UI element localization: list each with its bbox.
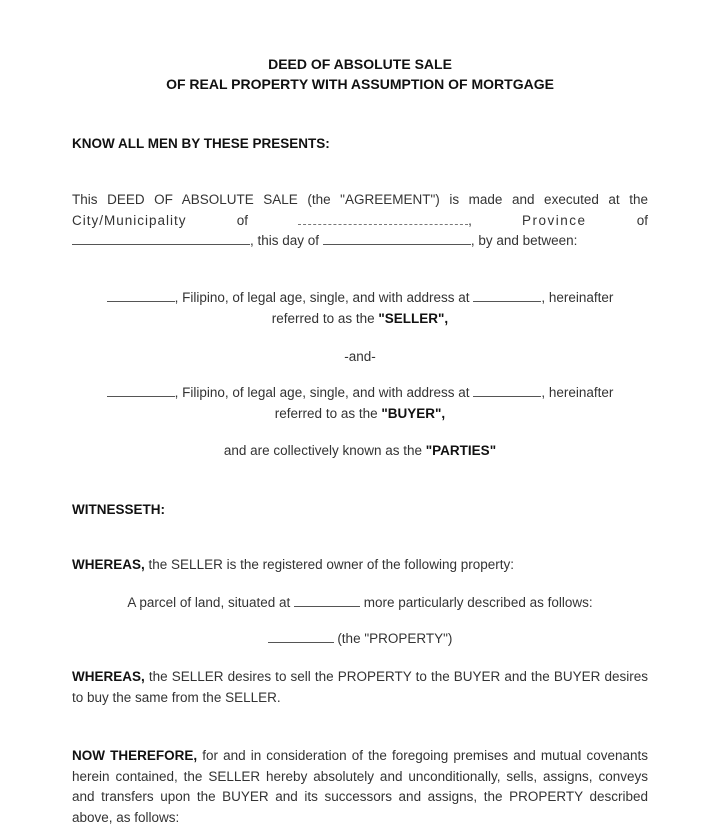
seller-name-blank[interactable]: [107, 289, 175, 302]
seller-address-blank[interactable]: [473, 289, 541, 302]
intro-line-3: , this day of , by and between:: [72, 231, 648, 252]
city-label: City/Municipality: [72, 212, 187, 228]
and-separator: -and-: [344, 349, 376, 364]
buyer-party: , Filipino, of legal age, single, and with address at , hereinafter referred to as the "BUYER",: [72, 383, 648, 424]
of-label: of: [236, 212, 248, 228]
date-blank[interactable]: [323, 232, 471, 245]
buyer-address-blank[interactable]: [473, 384, 541, 397]
seller-party: , Filipino, of legal age, single, and with address at , hereinafter referred to as the "SELLER",: [72, 288, 648, 329]
title-line-1: DEED OF ABSOLUTE SALE: [268, 56, 452, 72]
title-line-2: OF REAL PROPERTY WITH ASSUMPTION OF MORTGAGE: [166, 76, 554, 92]
parties-line: and are collectively known as the "PARTIES": [223, 443, 497, 458]
of-label-2: of: [636, 212, 648, 228]
province-blank[interactable]: [72, 232, 250, 245]
now-therefore-paragraph: NOW THEREFORE, for and in consideration of the foregoing premises and mutual covenants herein contained, the SELLER hereby absolutely and unconditionally, sells, assigns, conveys and transfers upon the BUYER and its successors and assigns, the PROPERTY described above, as follows:: [72, 748, 648, 825]
location-blank[interactable]: [294, 594, 360, 607]
intro-line-2: [72, 211, 648, 232]
know-all-heading: KNOW ALL MEN BY THESE PRESENTS:: [72, 136, 330, 151]
parcel-line: A parcel of land, situated at more particularly described as follows:: [127, 595, 593, 610]
intro-line-1: This DEED OF ABSOLUTE SALE (the "AGREEMENT") is made and executed at the: [72, 192, 648, 207]
witnesseth-heading: WITNESSETH:: [72, 502, 165, 517]
document-title: [72, 54, 648, 94]
city-blank[interactable]: [298, 212, 468, 225]
intro-paragraph: [72, 190, 648, 252]
seller-label: "SELLER",: [378, 310, 449, 326]
property-description-blank[interactable]: [268, 630, 334, 643]
whereas-desire: WHEREAS, the SELLER desires to sell the PROPERTY to the BUYER and the BUYER desires to buy the same from the SELLER.: [72, 669, 648, 705]
buyer-name-blank[interactable]: [107, 384, 175, 397]
parties-label: "PARTIES": [425, 443, 497, 458]
property-line: (the "PROPERTY"): [72, 629, 648, 650]
buyer-label: "BUYER",: [381, 405, 446, 421]
whereas-owner: WHEREAS, the SELLER is the registered owner of the following property:: [72, 557, 514, 572]
city-blank-group: ,: [298, 211, 472, 232]
province-label: Province: [522, 212, 587, 228]
